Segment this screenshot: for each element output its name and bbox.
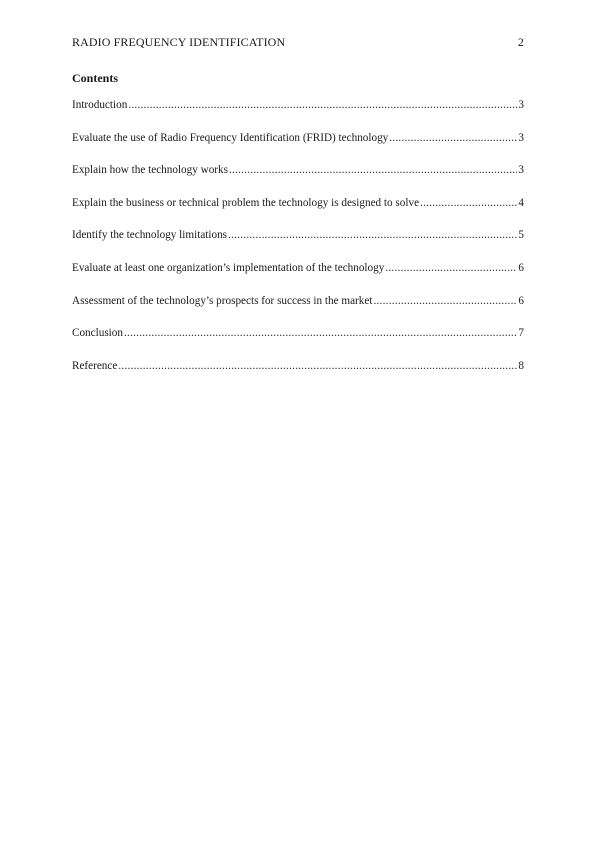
toc-entry-prospects[interactable] — [72, 295, 524, 311]
page-number: 2 — [517, 35, 524, 49]
dot-leader — [385, 262, 517, 274]
dot-leader — [228, 229, 517, 241]
dot-leader — [229, 164, 517, 176]
toc-entry-label: Conclusion — [72, 327, 123, 340]
toc-entry-label: Assessment of the technology’s prospects for success in the market — [72, 294, 373, 307]
toc-entry-limitations[interactable] — [72, 229, 524, 245]
toc-heading: Contents — [72, 71, 119, 85]
toc-entry-page: 3 — [518, 99, 524, 111]
toc-entry-page: 5 — [518, 229, 524, 242]
toc-entry-page: 6 — [518, 261, 524, 274]
toc-entry-label: Identify the technology limitations — [72, 229, 228, 242]
toc-entry-label: Reference — [72, 359, 118, 372]
toc-entry-reference[interactable] — [72, 360, 524, 376]
toc-entry-page: 7 — [518, 327, 524, 340]
dot-leader — [128, 99, 517, 111]
dot-leader — [373, 295, 517, 307]
toc-entry-label: Introduction — [72, 99, 128, 111]
page-header — [72, 35, 524, 51]
toc-entry-label: Explain how the technology works — [72, 164, 228, 177]
running-title: RADIO FREQUENCY IDENTIFICATION — [72, 35, 286, 49]
table-of-contents — [72, 99, 524, 392]
toc-entry-label: Explain the business or technical problem the technology is designed to solve — [72, 196, 420, 209]
toc-entry-evaluate-rfid[interactable] — [72, 132, 524, 148]
toc-entry-implementation[interactable] — [72, 262, 524, 278]
toc-entry-introduction[interactable] — [72, 99, 524, 115]
toc-entry-page: 8 — [518, 359, 524, 372]
dot-leader — [389, 132, 517, 144]
toc-entry-problem[interactable] — [72, 197, 524, 213]
dot-leader — [118, 360, 517, 372]
dot-leader — [124, 327, 517, 339]
dot-leader — [420, 197, 517, 209]
toc-entry-label: Evaluate the use of Radio Frequency Identification (FRID) technology — [72, 131, 389, 144]
toc-entry-page: 3 — [518, 131, 524, 144]
toc-entry-how-it-works[interactable] — [72, 164, 524, 180]
toc-entry-page: 4 — [518, 196, 524, 209]
toc-entry-conclusion[interactable] — [72, 327, 524, 343]
toc-entry-label: Evaluate at least one organization’s implementation of the technology — [72, 261, 385, 274]
toc-entry-page: 3 — [518, 164, 524, 177]
toc-entry-page: 6 — [518, 294, 524, 307]
